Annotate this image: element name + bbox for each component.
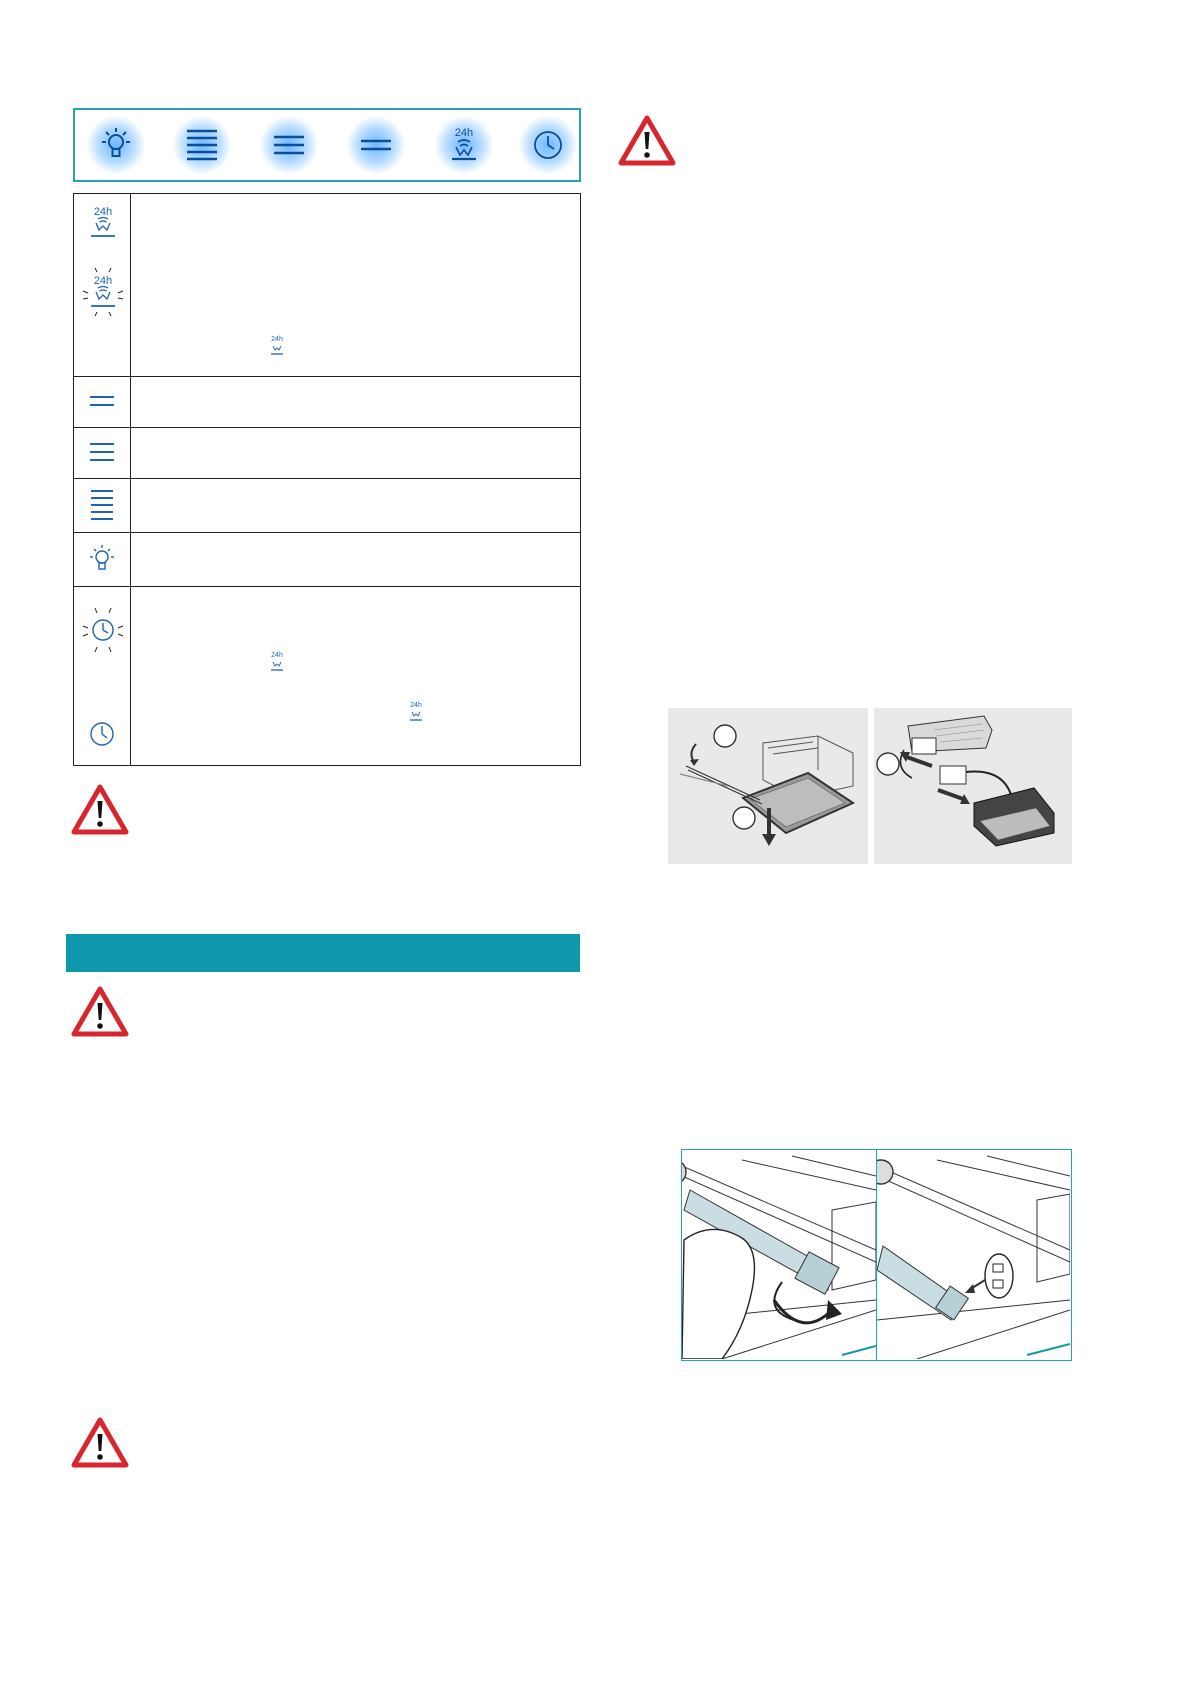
warning-icon: [618, 115, 676, 167]
speed-2-icon: [269, 125, 309, 165]
light-icon: [86, 543, 118, 575]
step-1-marker: [714, 725, 736, 747]
24h-label: 24h: [271, 652, 283, 659]
24h-ventilation-blinking-icon: [82, 266, 124, 318]
legend-row-divider: [74, 478, 580, 479]
speed-3-icon: [88, 487, 116, 523]
lamp-replacement-figure-right: [876, 1149, 1072, 1361]
legend-row-divider: [74, 376, 580, 377]
24h-ventilation-inline-icon: [408, 700, 424, 722]
control-panel: [73, 108, 581, 182]
timer-icon: [88, 720, 116, 748]
step-2-marker: [733, 807, 755, 829]
filter-removal-figure-right: [874, 708, 1072, 864]
24h-label: 24h: [454, 127, 474, 139]
filter-removal-figure-left: [668, 708, 868, 864]
warning-icon: [71, 1417, 129, 1469]
legend-row-divider: [74, 427, 580, 428]
timer-blinking-icon: [82, 604, 124, 656]
speed-3-button[interactable]: [173, 116, 231, 174]
light-button[interactable]: [87, 116, 145, 174]
speed-1-button[interactable]: [347, 116, 405, 174]
light-icon: [96, 125, 136, 165]
24h-label: 24h: [93, 206, 113, 218]
timer-button[interactable]: [519, 116, 577, 174]
legend-column-divider: [130, 194, 131, 765]
lamp-replacement-figure-left: [681, 1149, 878, 1361]
legend-row-divider: [74, 532, 580, 533]
step-3-marker: [877, 753, 899, 775]
speed-1-icon: [356, 125, 396, 165]
24h-label: 24h: [93, 275, 113, 287]
24h-ventilation-button[interactable]: [435, 116, 493, 174]
24h-ventilation-icon: [88, 204, 118, 240]
step-2-marker: [877, 1160, 893, 1184]
section-header-bar: [66, 934, 580, 972]
timer-icon: [528, 125, 568, 165]
speed-3-icon: [182, 125, 222, 165]
warning-icon: [71, 986, 129, 1038]
icon-legend-table: [73, 193, 581, 766]
24h-ventilation-icon: [444, 125, 484, 165]
step-1-marker: [682, 1160, 686, 1184]
speed-2-icon: [88, 439, 116, 465]
24h-ventilation-inline-icon: [269, 334, 285, 356]
24h-ventilation-inline-icon: [269, 650, 285, 672]
speed-1-icon: [88, 390, 116, 412]
24h-label: 24h: [271, 336, 283, 343]
legend-row-divider: [74, 586, 580, 587]
24h-label: 24h: [410, 702, 422, 709]
speed-2-button[interactable]: [260, 116, 318, 174]
warning-icon: [71, 784, 129, 836]
